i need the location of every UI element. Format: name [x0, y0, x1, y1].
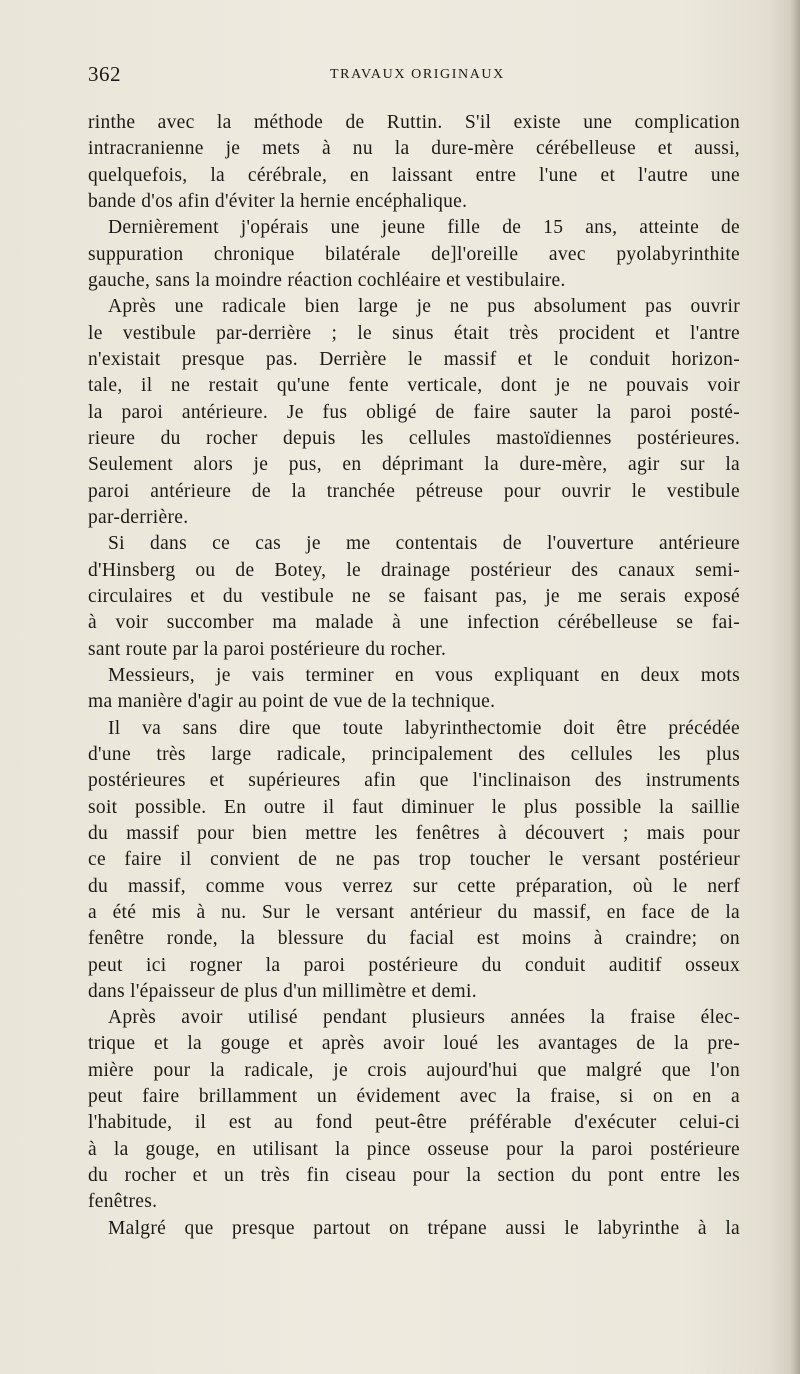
text-line: Seulement alors je pus, en déprimant la dure-mère, agir sur la [88, 454, 740, 476]
text-line: à voir succomber ma malade à une infection cérébelleuse se fai- [88, 612, 740, 634]
text-line: du massif, comme vous verrez sur cette préparation, où le nerf [88, 875, 740, 897]
text-line: l'habitude, il est au fond peut-être préférable d'exécuter celui-ci [88, 1112, 740, 1134]
text-line: peut faire brillamment un évidement avec la fraise, si on en a [88, 1086, 740, 1108]
text-line: suppuration chronique bilatérale de]l'oreille avec pyolabyrinthite [88, 243, 740, 265]
text-line: Après une radicale bien large je ne pus absolument pas ouvrir [108, 296, 740, 318]
text-line: a été mis à nu. Sur le versant antérieur du massif, en face de la [88, 901, 740, 923]
text-line: mière pour la radicale, je crois aujourd'hui que malgré que l'on [88, 1059, 740, 1081]
page-number: 362 [88, 62, 121, 86]
text-line: Malgré que presque partout on trépane aussi le labyrinthe à la [108, 1217, 740, 1239]
text-line: intracranienne je mets à nu la dure-mère cérébelleuse et aussi, [88, 138, 740, 160]
text-line: quelquefois, la cérébrale, en laissant entre l'une et l'autre une [88, 164, 740, 186]
text-line: peut ici rogner la paroi postérieure du conduit auditif osseux [88, 954, 740, 976]
text-line: rieure du rocher depuis les cellules mastoïdiennes postérieures. [88, 427, 740, 449]
text-line: ce faire il convient de ne pas trop toucher le versant postérieur [88, 849, 740, 871]
text-line: rinthe avec la méthode de Ruttin. S'il existe une complication [88, 112, 740, 133]
text-line: soit possible. En outre il faut diminuer le plus possible la saillie [88, 796, 740, 818]
text-line: dans l'épaisseur de plus d'un millimètre et demi. [88, 980, 477, 1002]
text-line: fenêtre ronde, la blessure du facial est moins à craindre; on [88, 928, 740, 950]
text-line: le vestibule par-derrière ; le sinus était très procident et l'antre [88, 322, 740, 344]
text-line: postérieures et supérieures afin que l'inclinaison des instruments [88, 770, 740, 792]
text-line: tale, il ne restait qu'une fente verticale, dont je ne pouvais voir [88, 375, 740, 397]
text-line: paroi antérieure de la tranchée pétreuse pour ouvrir le vestibule [88, 480, 740, 502]
text-line: circulaires et du vestibule ne se faisant pas, je me serais exposé [88, 585, 740, 607]
text-line: Si dans ce cas je me contentais de l'ouverture antérieure [108, 533, 740, 555]
text-line: n'existait presque pas. Derrière le massif et le conduit horizon- [88, 348, 740, 370]
text-line: sant route par la paroi postérieure du rocher. [88, 638, 447, 660]
text-line: bande d'os afin d'éviter la hernie encéphalique. [88, 190, 468, 212]
text-line: trique et la gouge et après avoir loué les avantages de la pre- [88, 1033, 740, 1055]
text-line: ma manière d'agir au point de vue de la technique. [88, 691, 496, 713]
text-line: du massif pour bien mettre les fenêtres à découvert ; mais pour [88, 822, 740, 844]
text-line: Dernièrement j'opérais une jeune fille de 15 ans, atteinte de [108, 217, 740, 239]
text-line: la paroi antérieure. Je fus obligé de faire sauter la paroi posté- [88, 401, 740, 423]
text-line: à la gouge, en utilisant la pince osseuse pour la paroi postérieure [88, 1138, 740, 1160]
body-text [88, 110, 740, 1242]
text-line: Après avoir utilisé pendant plusieurs années la fraise élec- [108, 1007, 740, 1029]
page-header [88, 62, 738, 90]
text-line: d'une très large radicale, principalement des cellules les plus [88, 743, 740, 765]
text-line: gauche, sans la moindre réaction cochléaire et vestibulaire. [88, 269, 566, 291]
text-line: par-derrière. [88, 506, 189, 528]
text-line: Messieurs, je vais terminer en vous expliquant en deux mots [108, 664, 740, 686]
text-line: du rocher et un très fin ciseau pour la section du pont entre les [88, 1165, 740, 1187]
page-edge-shadow [790, 0, 800, 1374]
text-line: Il va sans dire que toute labyrinthectomie doit être précédée [108, 717, 740, 739]
text-line: d'Hinsberg ou de Botey, le drainage postérieur des canaux semi- [88, 559, 740, 581]
text-line: fenêtres. [88, 1191, 158, 1213]
running-title: TRAVAUX ORIGINAUX [330, 67, 505, 82]
